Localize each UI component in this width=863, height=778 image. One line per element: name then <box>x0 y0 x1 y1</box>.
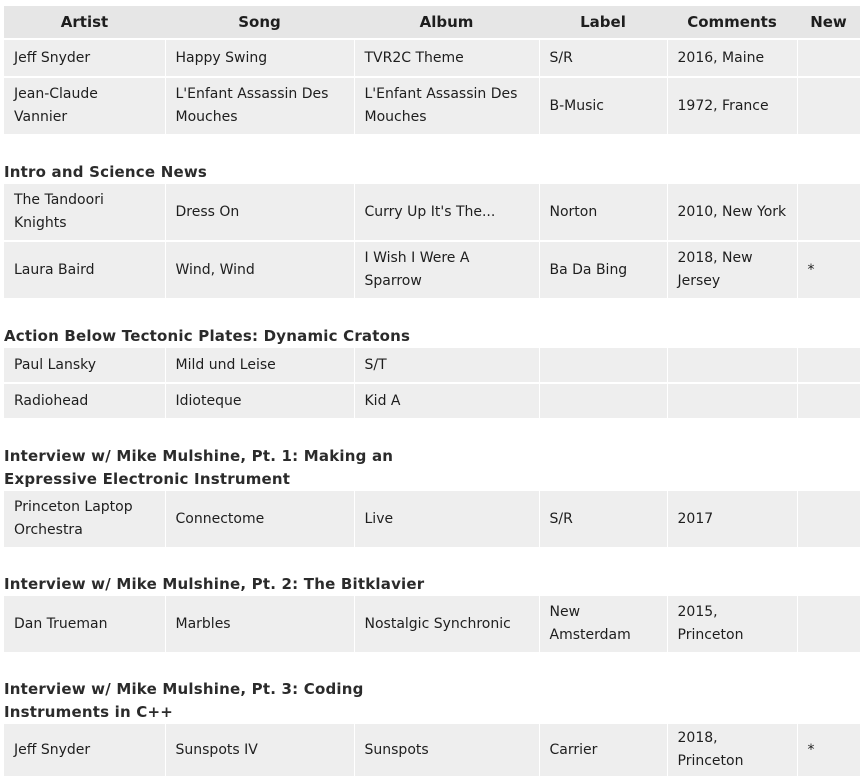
section-title-line: Instruments in C++ <box>4 703 174 721</box>
section-title-intro: Intro and Science News <box>4 163 208 181</box>
table-row <box>4 184 860 241</box>
album-cell: TVR2C Theme <box>354 39 539 77</box>
table-row <box>4 241 860 299</box>
section-title-line: Interview w/ Mike Mulshine, Pt. 1: Making an <box>4 447 394 465</box>
artist-cell: Jeff Snyder <box>4 724 165 777</box>
label-cell: New Amsterdam <box>539 596 667 653</box>
label-cell: Carrier <box>539 724 667 777</box>
column-header-new: New <box>797 6 860 39</box>
section-title-interview-3 <box>4 678 863 724</box>
table-header-row <box>4 6 860 39</box>
column-header-album: Album <box>354 6 539 39</box>
new-cell: * <box>797 724 860 777</box>
artist-cell: Jeff Snyder <box>4 39 165 77</box>
album-cell: Curry Up It's The... <box>354 184 539 241</box>
album-cell: Live <box>354 491 539 548</box>
new-cell <box>797 348 860 383</box>
album-cell: Sunspots <box>354 724 539 777</box>
label-cell <box>539 348 667 383</box>
new-cell <box>797 491 860 548</box>
song-cell: Sunspots IV <box>165 724 354 777</box>
song-cell: Marbles <box>165 596 354 653</box>
song-cell: Idioteque <box>165 383 354 419</box>
comments-cell: 2016, Maine <box>667 39 797 77</box>
table-row <box>4 348 860 383</box>
comments-cell: 2017 <box>667 491 797 548</box>
comments-cell: 2018, New Jersey <box>667 241 797 299</box>
label-cell: S/R <box>539 491 667 548</box>
new-cell: * <box>797 241 860 299</box>
table-row <box>4 77 860 135</box>
playlist-table-2 <box>4 184 861 300</box>
section-title-tectonic: Action Below Tectonic Plates: Dynamic Cratons <box>4 327 411 345</box>
album-cell: L'Enfant Assassin Des Mouches <box>354 77 539 135</box>
artist-cell: Laura Baird <box>4 241 165 299</box>
comments-cell: 1972, France <box>667 77 797 135</box>
song-cell: Mild und Leise <box>165 348 354 383</box>
album-cell: I Wish I Were A Sparrow <box>354 241 539 299</box>
album-cell: S/T <box>354 348 539 383</box>
section-title-line: Expressive Electronic Instrument <box>4 470 291 488</box>
column-header-artist: Artist <box>4 6 165 39</box>
table-row <box>4 491 860 548</box>
playlist-table-1 <box>4 6 861 136</box>
new-cell <box>797 77 860 135</box>
artist-cell: Radiohead <box>4 383 165 419</box>
comments-cell <box>667 383 797 419</box>
label-cell: S/R <box>539 39 667 77</box>
playlist-page <box>0 6 863 778</box>
label-cell: Norton <box>539 184 667 241</box>
column-header-comments: Comments <box>667 6 797 39</box>
artist-cell: Jean-Claude Vannier <box>4 77 165 135</box>
artist-cell: Paul Lansky <box>4 348 165 383</box>
artist-cell: Dan Trueman <box>4 596 165 653</box>
label-cell <box>539 383 667 419</box>
new-cell <box>797 596 860 653</box>
new-cell <box>797 383 860 419</box>
playlist-table-4 <box>4 491 861 549</box>
table-row <box>4 39 860 77</box>
artist-cell: Princeton Laptop Orchestra <box>4 491 165 548</box>
album-cell: Nostalgic Synchronic <box>354 596 539 653</box>
comments-cell: 2010, New York <box>667 184 797 241</box>
playlist-table-3 <box>4 348 861 420</box>
album-cell: Kid A <box>354 383 539 419</box>
table-row <box>4 383 860 419</box>
new-cell <box>797 39 860 77</box>
table-row <box>4 596 860 653</box>
section-title-line: Interview w/ Mike Mulshine, Pt. 3: Coding <box>4 680 364 698</box>
song-cell: Wind, Wind <box>165 241 354 299</box>
section-title-interview-2: Interview w/ Mike Mulshine, Pt. 2: The Bitklavier <box>4 575 425 593</box>
comments-cell: 2018, Princeton <box>667 724 797 777</box>
playlist-table-5 <box>4 596 861 654</box>
column-header-song: Song <box>165 6 354 39</box>
label-cell: Ba Da Bing <box>539 241 667 299</box>
song-cell: Happy Swing <box>165 39 354 77</box>
playlist-table-6 <box>4 724 861 778</box>
label-cell: B-Music <box>539 77 667 135</box>
section-title-interview-1 <box>4 445 863 491</box>
new-cell <box>797 184 860 241</box>
table-row <box>4 724 860 777</box>
comments-cell <box>667 348 797 383</box>
comments-cell: 2015, Princeton <box>667 596 797 653</box>
song-cell: L'Enfant Assassin Des Mouches <box>165 77 354 135</box>
song-cell: Dress On <box>165 184 354 241</box>
song-cell: Connectome <box>165 491 354 548</box>
artist-cell: The Tandoori Knights <box>4 184 165 241</box>
column-header-label: Label <box>539 6 667 39</box>
